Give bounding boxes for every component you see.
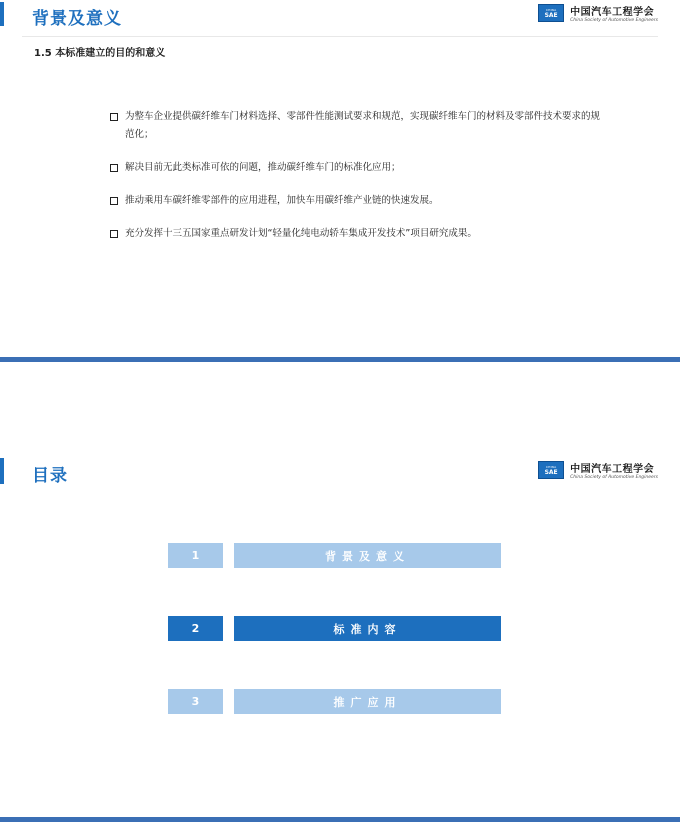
toc-item-background[interactable] — [168, 543, 501, 568]
page-title: 背景及意义 — [32, 9, 122, 29]
title-accent-bar — [0, 2, 4, 26]
title-accent-bar — [0, 458, 4, 484]
square-bullet-icon — [110, 113, 118, 121]
toc-number: 1 — [168, 543, 223, 568]
logo-name-cn: 中国汽车工程学会 — [570, 464, 655, 475]
header-divider — [22, 36, 658, 37]
toc-label: 标准内容 — [234, 616, 501, 641]
bullet-item: 解决目前无此类标准可依的问题，推动碳纤维车门的标准化应用； — [110, 159, 600, 177]
section-heading: 1.5 本标准建立的目的和意义 — [34, 48, 166, 59]
toc-number: 3 — [168, 689, 223, 714]
square-bullet-icon — [110, 230, 118, 238]
toc-label: 推广应用 — [234, 689, 501, 714]
slide-table-of-contents — [0, 440, 680, 825]
slide-background-significance — [0, 0, 680, 365]
slide-bottom-band — [0, 357, 680, 362]
bullet-item: 充分发挥十三五国家重点研发计划“轻量化纯电动轿车集成开发技术”项目研究成果。 — [110, 225, 600, 243]
toc-item-promotion[interactable] — [168, 689, 501, 714]
csae-logo — [538, 460, 658, 480]
bullet-list — [110, 108, 600, 243]
page-title: 目录 — [32, 466, 68, 486]
logo-name-en: China Society of Automotive Engineers — [570, 475, 658, 480]
logo-name-en: China Society of Automotive Engineers — [570, 18, 658, 23]
bullet-item: 推动乘用车碳纤维零部件的应用进程，加快车用碳纤维产业链的快速发展。 — [110, 192, 600, 210]
sae-badge-icon: CHINA SAE — [538, 4, 564, 22]
toc-number: 2 — [168, 616, 223, 641]
sae-badge-icon: CHINA SAE — [538, 461, 564, 479]
toc-label: 背景及意义 — [234, 543, 501, 568]
square-bullet-icon — [110, 197, 118, 205]
bullet-item: 为整车企业提供碳纤维车门材料选择、零部件性能测试要求和规范，实现碳纤维车门的材料及零部件技术要求的规范化； — [110, 108, 600, 144]
csae-logo — [538, 3, 658, 23]
logo-name-cn: 中国汽车工程学会 — [570, 7, 655, 18]
toc-item-standard-content[interactable] — [168, 616, 501, 641]
square-bullet-icon — [110, 164, 118, 172]
slide-bottom-band — [0, 817, 680, 822]
